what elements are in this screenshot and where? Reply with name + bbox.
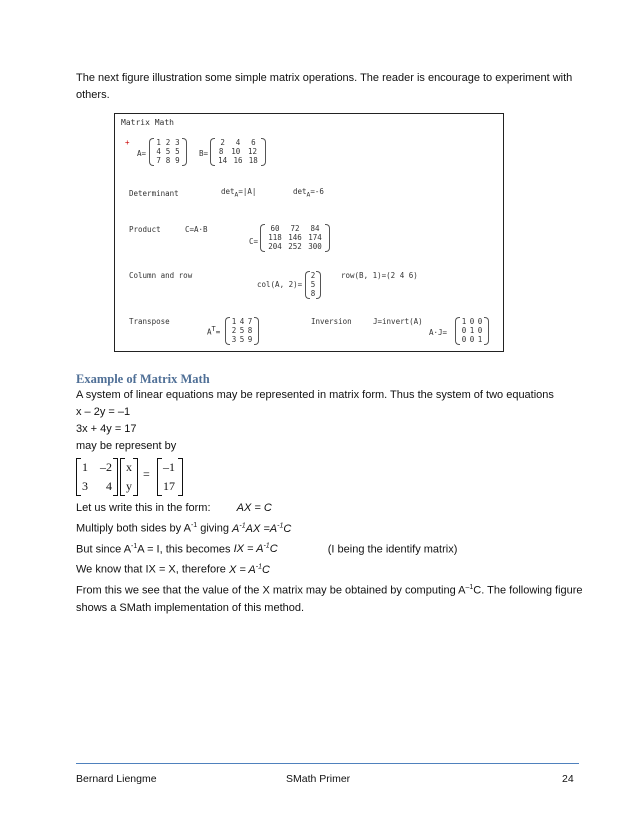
constant-vector [157, 458, 183, 496]
matrix-cell: 84 [310, 224, 320, 233]
col-expression: col(A, 2)= [257, 280, 303, 289]
plus-marker: + [125, 138, 130, 147]
text: From this we see that the value of the X matrix may be obtained by computing A [76, 584, 466, 597]
matrix-cell: 17 [163, 479, 175, 493]
matrix-cell: 3 [82, 479, 88, 493]
matrix-cell: –2 [100, 460, 112, 474]
matrix-cell: 8 [247, 326, 253, 335]
matrix-row [76, 477, 118, 496]
matrix-cell: 4 [239, 317, 245, 326]
det-text: det [221, 187, 235, 196]
matrix-cell: 300 [308, 242, 322, 251]
det-sub: A [234, 191, 239, 199]
matrix-c-label: C= [249, 237, 259, 246]
equation-ix [234, 543, 278, 555]
bracket-right [325, 224, 330, 252]
eq-part: A [232, 522, 240, 535]
inversion-expression: J=invert(A) [373, 317, 423, 326]
matrix-cell: 9 [175, 156, 180, 165]
transpose-a: A [207, 327, 212, 337]
transpose-eq: = [215, 327, 221, 337]
matrix-cell: 1 [156, 138, 161, 147]
body-paragraph-1 [76, 387, 554, 455]
matrix-a-transpose [225, 317, 259, 345]
matrix-cell: 5 [310, 280, 316, 289]
det-eq: =-6 [310, 187, 324, 196]
matrix-cell: 60 [270, 224, 280, 233]
matrix-cell: 0 [469, 317, 475, 326]
inversion-label: Inversion [311, 317, 352, 326]
sup: -1 [131, 542, 138, 550]
det-expression-1 [221, 187, 256, 199]
matrix-cell: 1 [469, 326, 475, 335]
identity-note: (I being the identify matrix) [327, 543, 458, 556]
transpose-sup: T [211, 325, 216, 333]
bracket-left [76, 458, 81, 496]
matrix-cell: 5 [239, 335, 245, 344]
bracket-left [455, 317, 460, 345]
transpose-expression [207, 325, 220, 337]
matrix-cell: 3 [175, 138, 180, 147]
body-line-l6: shows a SMath implementation of this method. [76, 601, 305, 614]
matrix-row [210, 156, 266, 165]
eq-part: IX = A [233, 543, 264, 556]
section-heading: Example of Matrix Math [76, 372, 210, 386]
matrix-cell: 9 [247, 335, 253, 344]
matrix-cell: 5 [175, 147, 180, 156]
matrix-cell: 6 [251, 138, 256, 147]
det-text: det [293, 187, 307, 196]
text: Let us write this in the form: [76, 502, 211, 514]
sup: -1 [263, 542, 270, 550]
aj-label: A·J= [429, 328, 448, 337]
bracket-left [305, 271, 310, 299]
matrix-row [210, 138, 266, 147]
body-line-l1 [76, 500, 583, 517]
intro-line-1: The next figure illustration some simple matrix operations. The reader is encourage to experiment with [76, 72, 573, 84]
variable-vector [120, 458, 138, 496]
bracket-right [254, 317, 259, 345]
matrix-cell: 5 [239, 326, 245, 335]
column-row-label: Column and row [129, 271, 193, 280]
matrix-cell: 8 [165, 156, 171, 165]
equation-ax-c: AX = C [236, 502, 272, 514]
sup: -1 [255, 563, 263, 571]
row-expression: row(B, 1)=(2 4 6) [341, 271, 418, 280]
matrix-cell: 252 [288, 242, 302, 251]
matrix-row [210, 147, 266, 156]
bracket-right [484, 317, 489, 345]
matrix-cell: 2 [310, 271, 316, 280]
body-paragraph-2 [76, 500, 583, 617]
footer-page-number: 24 [562, 773, 574, 785]
matrix-cell: y [126, 479, 132, 493]
matrix-cell: –1 [163, 460, 175, 474]
matrix-cell: 1 [82, 460, 88, 474]
matrix-cell: 18 [248, 156, 258, 165]
sup: –1 [465, 583, 474, 591]
intro-line-2: others. [76, 89, 110, 101]
matrix-b-label: B= [199, 149, 209, 158]
matrix-cell: 7 [156, 156, 161, 165]
matrix-b [210, 138, 266, 166]
determinant-label: Determinant [129, 189, 179, 198]
text: C. The following figure [473, 584, 583, 597]
bracket-right [261, 138, 266, 166]
sup: -1 [190, 522, 198, 529]
matrix-cell: 0 [461, 326, 467, 335]
bracket-left [210, 138, 215, 166]
matrix-cell: 1 [477, 335, 483, 344]
matrix-row [260, 242, 330, 251]
figure-title: Matrix Math [121, 118, 174, 127]
matrix-cell: 0 [469, 335, 475, 344]
eq-part: C [283, 522, 292, 535]
matrix-cell: 146 [288, 233, 302, 242]
matrix-identity [455, 317, 489, 345]
equation-inv [232, 523, 291, 535]
footer-author: Bernard Liengme [76, 773, 157, 785]
matrix-cell: 1 [231, 317, 237, 326]
product-label: Product [129, 225, 161, 234]
matrix-cell: 5 [165, 147, 171, 156]
bracket-right [178, 458, 183, 496]
matrix-cell: 72 [290, 224, 300, 233]
text: But since A [76, 543, 132, 556]
col-result-vector [305, 271, 321, 299]
matrix-cell: 10 [231, 147, 241, 156]
matrix-cell: 8 [218, 147, 224, 156]
matrix-cell: 118 [268, 233, 282, 242]
bracket-left [225, 317, 230, 345]
body-line-eq1: x – 2y = –1 [76, 406, 131, 418]
sup: -1 [239, 522, 246, 529]
product-expression: C=A·B [185, 225, 208, 234]
matrix-cell: 0 [477, 326, 483, 335]
body-line-l2 [76, 517, 583, 538]
matrix-row [260, 224, 330, 233]
text: Multiply both sides by A [76, 522, 191, 535]
matrix-equals: = [143, 467, 150, 481]
matrix-cell: 1 [461, 317, 467, 326]
body-line-eq2: 3x + 4y = 17 [76, 423, 137, 435]
bracket-left [149, 138, 154, 166]
matrix-row [260, 233, 330, 242]
det-sub: A [306, 191, 311, 199]
footer-title: SMath Primer [286, 773, 351, 785]
coefficient-matrix [76, 458, 118, 496]
matrix-cell: 2 [220, 138, 225, 147]
matrix-cell: 14 [218, 156, 228, 165]
bracket-right [113, 458, 118, 496]
matrix-a [149, 138, 187, 166]
bracket-left [260, 224, 265, 252]
matrix-c [260, 224, 330, 252]
text: giving [197, 522, 233, 535]
bracket-left [157, 458, 162, 496]
matrix-cell: 204 [268, 242, 282, 251]
matrix-cell: 2 [231, 326, 237, 335]
eq-part: X = A [228, 563, 256, 576]
text: We know that IX = X, therefore [76, 563, 229, 576]
transpose-label: Transpose [129, 317, 170, 326]
bracket-right [133, 458, 138, 496]
text: A = I, this becomes [137, 543, 234, 556]
matrix-cell: 8 [310, 289, 316, 298]
intro-paragraph [76, 70, 572, 104]
eq-part: C [262, 563, 270, 576]
det-expression-2 [293, 187, 324, 199]
equation-x [229, 564, 270, 576]
matrix-row [76, 458, 118, 477]
smath-figure [114, 113, 504, 352]
matrix-cell: x [126, 460, 132, 474]
matrix-cell: 0 [461, 335, 467, 344]
matrix-cell: 2 [165, 138, 171, 147]
eq-part: AX =A [245, 522, 278, 535]
body-line-l4 [76, 558, 583, 579]
sup: -1 [277, 522, 284, 529]
matrix-cell: 7 [247, 317, 253, 326]
bracket-right [316, 271, 321, 299]
matrix-cell: 4 [106, 479, 112, 493]
bracket-left [120, 458, 125, 496]
bracket-right [182, 138, 187, 166]
body-line-p2: may be represent by [76, 440, 177, 452]
matrix-a-label: A= [137, 149, 147, 158]
matrix-cell: 12 [248, 147, 258, 156]
matrix-cell: 4 [235, 138, 241, 147]
det-eq: =|A| [238, 187, 257, 196]
footer-rule [76, 763, 579, 764]
body-line-p1: A system of linear equations may be represented in matrix form. Thus the system of two equations [76, 389, 554, 401]
matrix-cell: 3 [231, 335, 237, 344]
eq-part: C [269, 543, 278, 556]
matrix-cell: 4 [156, 147, 161, 156]
matrix-cell: 16 [233, 156, 243, 165]
matrix-cell: 0 [477, 317, 483, 326]
body-line-l3 [76, 538, 583, 559]
matrix-cell: 174 [308, 233, 322, 242]
body-line-l5 [76, 579, 583, 600]
